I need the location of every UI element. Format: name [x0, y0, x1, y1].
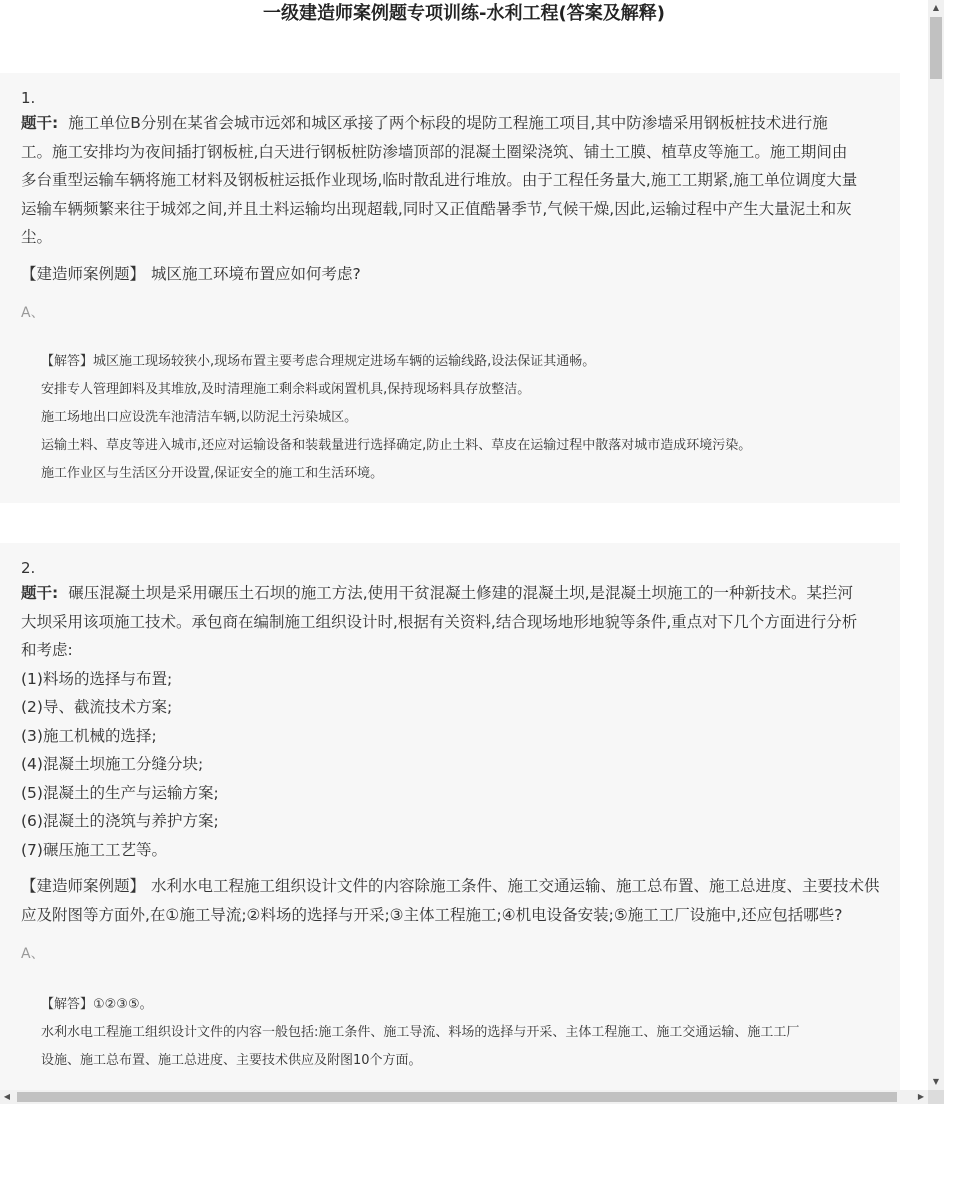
stem-line: (4)混凝土坝施工分缝分块; — [21, 755, 204, 773]
stem-line: (7)碾压施工工艺等。 — [21, 840, 167, 859]
question-stem — [21, 109, 886, 252]
stem-label: 题干: — [21, 114, 59, 132]
answer-explanation — [21, 991, 881, 1075]
horizontal-scrollbar[interactable] — [0, 1090, 928, 1104]
stem-line: (2)导、截流技术方案; — [21, 698, 173, 716]
stem-line: 大坝采用该项施工技术。承包商在编制施工组织设计时,根据有关资料,结合现场地形地貌等条件,重点对下几个方面进行分析 — [21, 612, 858, 631]
vertical-scroll-thumb[interactable] — [930, 17, 942, 79]
answer-line: 【解答】①②③⑤。 — [41, 997, 153, 1012]
question-prompt — [21, 260, 886, 289]
answer-line: 水利水电工程施工组织设计文件的内容一般包括:施工条件、施工导流、料场的选择与开采、主体工程施工、施工交通运输、施工工厂 — [41, 1025, 800, 1040]
answer-line: 施工场地出口应设洗车池清洁车辆,以防泥土污染城区。 — [41, 410, 358, 425]
answer-option-a[interactable]: A、 — [21, 305, 45, 321]
stem-line: (5)混凝土的生产与运输方案; — [21, 783, 219, 802]
question-tag: 【建造师案例题】 — [21, 877, 146, 895]
stem-line — [21, 109, 886, 138]
scroll-down-icon[interactable]: ▼ — [932, 1077, 940, 1086]
stem-line — [21, 579, 886, 608]
stem-text: 施工单位B分别在某省会城市远郊和城区承接了两个标段的堤防工程施工项目,其中防渗墙采用钢板桩技术进行施 — [68, 114, 828, 132]
page-title: 一级建造师案例题专项训练-水利工程(答案及解释) — [263, 3, 665, 24]
scroll-left-icon[interactable]: ◀ — [3, 1092, 11, 1101]
answer-line: 运输土料、草皮等进入城市,还应对运输设备和装载量进行选择确定,防止土料、草皮在运输过程中散落对城市造成环境污染。 — [41, 438, 752, 453]
scroll-right-icon[interactable]: ▶ — [917, 1092, 925, 1101]
stem-line: 工。施工安排均为夜间插打钢板桩,白天进行钢板桩防渗墙顶部的混凝土圈梁浇筑、铺土工膜、植草皮等施工。施工期间由 — [21, 142, 848, 161]
answer-line: 【解答】城区施工现场较狭小,现场布置主要考虑合理规定进场车辆的运输线路,设法保证其通畅。 — [41, 354, 596, 369]
answer-option-a[interactable]: A、 — [21, 946, 45, 962]
answer-explanation — [21, 348, 881, 488]
stem-line: 运输车辆频繁来往于城郊之间,并且土料运输均出现超载,同时又正值酷暑季节,气候干燥,因此,运输过程中产生大量泥土和灰 — [21, 199, 852, 218]
question-number: 2. — [21, 559, 36, 577]
stem-line: 多台重型运输车辆将施工材料及钢板桩运抵作业现场,临时散乱进行堆放。由于工程任务量大,施工工期紧,施工单位调度大量 — [21, 171, 858, 189]
scroll-up-icon[interactable]: ▲ — [932, 3, 940, 12]
stem-line: (3)施工机械的选择; — [21, 726, 157, 745]
stem-label: 题干: — [21, 584, 59, 602]
answer-line: 安排专人管理卸料及其堆放,及时清理施工剩余料或闲置机具,保持现场料具存放整洁。 — [41, 382, 531, 397]
vertical-scrollbar[interactable] — [928, 0, 944, 1090]
question-stem — [21, 579, 886, 864]
question-card-1 — [0, 73, 900, 503]
answer-line: 施工作业区与生活区分开设置,保证安全的施工和生活环境。 — [41, 466, 384, 481]
question-tag: 【建造师案例题】 — [21, 264, 146, 283]
stem-line: (6)混凝土的浇筑与养护方案; — [21, 812, 219, 830]
stem-line: 和考虑: — [21, 641, 73, 659]
horizontal-scroll-thumb[interactable] — [17, 1092, 897, 1102]
scrollbar-corner — [928, 1090, 944, 1104]
question-text: 水利水电工程施工组织设计文件的内容除施工条件、施工交通运输、施工总布置、施工总进度、主要技术供应及附图等方面外,在①施工导流;②料场的选择与开采;③主体工程施工;④机电设备安装;⑤施工工厂设施中,还应包括哪些? — [21, 877, 880, 924]
question-text: 城区施工环境布置应如何考虑? — [151, 264, 361, 283]
question-number: 1. — [21, 89, 36, 107]
stem-line: 尘。 — [21, 228, 53, 246]
question-prompt — [21, 872, 886, 929]
stem-line: (1)料场的选择与布置; — [21, 669, 173, 688]
question-card-2 — [0, 543, 900, 1090]
stem-text: 碾压混凝土坝是采用碾压土石坝的施工方法,使用干贫混凝土修建的混凝土坝,是混凝土坝施工的一种新技术。某拦河 — [68, 584, 854, 602]
answer-line: 设施、施工总布置、施工总进度、主要技术供应及附图10个方面。 — [41, 1053, 422, 1068]
